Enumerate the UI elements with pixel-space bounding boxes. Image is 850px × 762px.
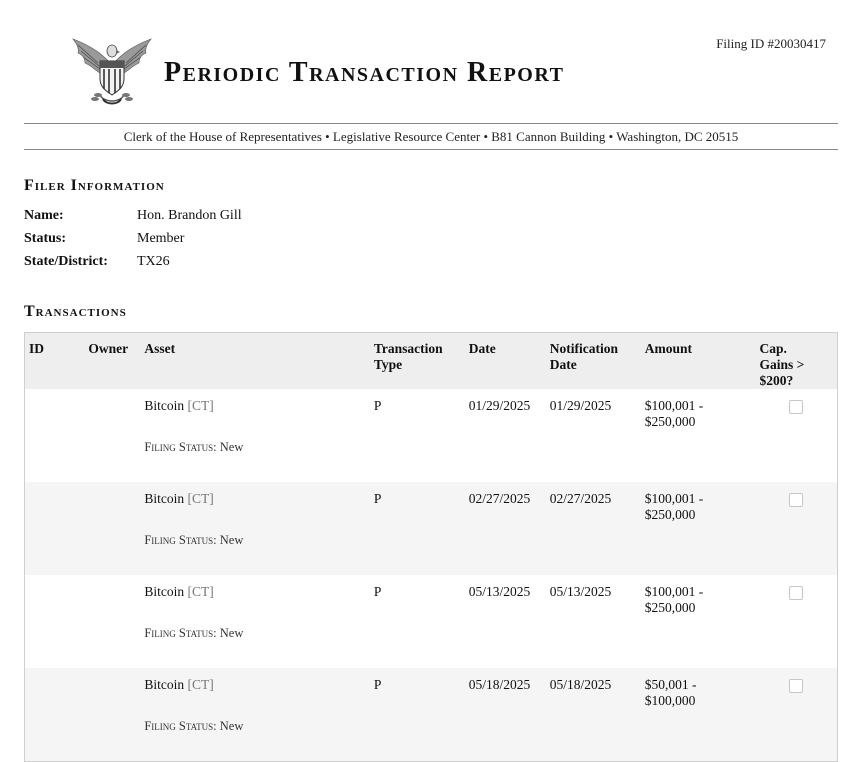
- col-cap-gains: Cap. Gains > $200?: [756, 333, 838, 390]
- col-amount: Amount: [641, 333, 756, 390]
- cap-gains-checkbox[interactable]: [789, 586, 803, 600]
- filer-info: [24, 204, 242, 273]
- cell-notification-date: 01/29/2025: [549, 398, 612, 413]
- cap-gains-checkbox[interactable]: [789, 679, 803, 693]
- filer-name-row: [24, 204, 242, 227]
- col-date: Date: [465, 333, 546, 390]
- cell-amount: $100,001 - $250,000: [644, 398, 704, 429]
- table-row: [25, 668, 838, 713]
- asset-code: [CT]: [187, 398, 214, 413]
- filer-name-value: Hon. Brandon Gill: [137, 208, 242, 223]
- col-notification-date: Notification Date: [546, 333, 641, 390]
- table-header-row: [25, 333, 838, 390]
- cell-type: P: [370, 668, 465, 713]
- filer-status-label: Status:: [24, 231, 67, 246]
- cell-notification-date: 02/27/2025: [546, 482, 641, 527]
- cell-amount: $100,001 - $250,000: [644, 584, 704, 615]
- filer-name-label: Name:: [24, 208, 64, 223]
- col-transaction-type: Transaction Type: [370, 333, 465, 390]
- cell-id: [25, 575, 85, 620]
- cap-gains-checkbox[interactable]: [789, 493, 803, 507]
- cell-type: P: [373, 584, 382, 599]
- clerk-address: Clerk of the House of Representatives • Legislative Resource Center • B81 Cannon Building • Washington, DC 20515: [123, 129, 739, 144]
- asset-code: [CT]: [187, 491, 214, 506]
- cell-asset: [140, 482, 370, 527]
- cell-amount: $100,001 - $250,000: [641, 482, 756, 527]
- cell-notification-date: 05/18/2025: [546, 668, 641, 713]
- cell-owner: [84, 482, 140, 527]
- cell-asset: [140, 575, 370, 620]
- filer-district-row: [24, 250, 242, 273]
- transactions-heading: Transactions: [24, 303, 127, 320]
- cell-date: 01/29/2025: [468, 398, 531, 413]
- cell-date: 05/18/2025: [465, 668, 546, 713]
- filer-district-label: State/District:: [24, 254, 108, 269]
- cell-date: 02/27/2025: [465, 482, 546, 527]
- cap-gains-checkbox[interactable]: [789, 400, 803, 414]
- page-title: Periodic Transaction Report: [164, 57, 565, 88]
- filing-status: Filing Status: New: [144, 626, 244, 640]
- cell-type: P: [373, 398, 382, 413]
- cell-id: [25, 482, 85, 527]
- table-row-status: [25, 434, 838, 482]
- cell-notification-date: 05/13/2025: [549, 584, 612, 599]
- asset-name: Bitcoin: [144, 584, 185, 599]
- cell-type: P: [370, 482, 465, 527]
- table-row-status: [25, 527, 838, 575]
- table-row-status: [25, 713, 838, 762]
- transactions-table: [24, 332, 838, 762]
- cell-cap-gains: [756, 389, 838, 434]
- cell-owner: [84, 668, 140, 713]
- filing-status: Filing Status: New: [140, 713, 370, 762]
- table-row: [25, 389, 838, 434]
- filer-status-value: Member: [137, 231, 185, 246]
- header-rule-bottom: [24, 149, 838, 150]
- table-row: [25, 575, 838, 620]
- asset-code: [CT]: [187, 677, 214, 692]
- filing-id: Filing ID #20030417: [716, 36, 826, 51]
- col-id: ID: [25, 333, 85, 390]
- asset-name: Bitcoin: [144, 398, 185, 413]
- cell-id: [25, 389, 85, 434]
- cell-asset: [140, 668, 370, 713]
- eagle-seal-icon: [70, 33, 154, 109]
- header-rule-top: [24, 123, 838, 124]
- col-asset: Asset: [140, 333, 370, 390]
- asset-name: Bitcoin: [144, 491, 185, 506]
- cell-cap-gains: [756, 575, 838, 620]
- cell-cap-gains: [756, 482, 838, 527]
- asset-code: [CT]: [187, 584, 214, 599]
- filing-status: Filing Status: New: [140, 527, 370, 575]
- table-row: [25, 482, 838, 527]
- cell-date: 05/13/2025: [468, 584, 531, 599]
- filer-status-row: [24, 227, 242, 250]
- cell-id: [25, 668, 85, 713]
- col-owner: Owner: [84, 333, 140, 390]
- filing-status: Filing Status: New: [144, 440, 244, 454]
- asset-name: Bitcoin: [144, 677, 185, 692]
- filer-information-heading: Filer Information: [24, 177, 165, 194]
- cell-cap-gains: [756, 668, 838, 713]
- cell-owner: [84, 389, 140, 434]
- cell-owner: [84, 575, 140, 620]
- table-row-status: [25, 620, 838, 668]
- cell-asset: [140, 389, 370, 434]
- cell-amount: $50,001 - $100,000: [641, 668, 756, 713]
- filer-district-value: TX26: [137, 254, 170, 269]
